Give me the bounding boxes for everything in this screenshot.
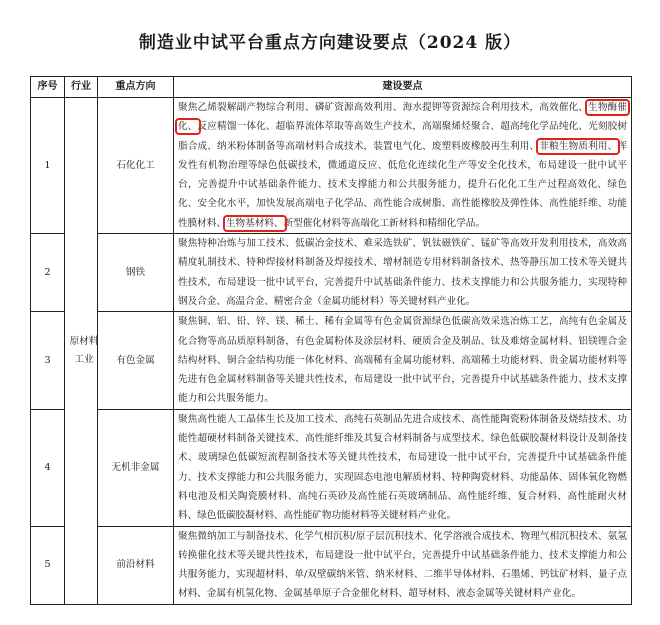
points-text: 聚焦乙烯裂解副产物综合利用、磷矿资源高效利用、海水提钾等资源综合利用技术，高效催化、 — [178, 102, 589, 113]
points-text: 新型催化材料等高端化工新材料和精细化学品。 — [283, 217, 485, 229]
points-text: 反应精馏一体化、超临界流体萃取等高效生产技术，高端聚烯烃聚合、超高纯化学品纯化、光刻胶树脂合成、纳米粉体制备等高端材料合成技术，装置电气化、废塑料废橡胶再生利用、 — [178, 121, 628, 152]
table-row — [31, 234, 632, 312]
table-header-row — [31, 77, 632, 98]
row-seq: 1 — [31, 98, 65, 234]
row-direction: 前沿材料 — [98, 526, 174, 604]
row-key-points — [174, 312, 632, 409]
points-text: 聚焦特种冶炼与加工技术、低碳冶金技术、难采选铁矿、钒钛磁铁矿、锰矿等高效开发利用技术，高效高精度轧制技术、特种焊接材料制备及焊接技术、增材制造专用材料制备技术、热等静压加工技术等关键共性技术，布局建设一批中试平台，完善提升中试基础条件能力、技术支撑能力和公共服务能力，实现特种钢及合金、高温合金、精密合金（金属功能材料）等关键材料产业化。 — [178, 238, 627, 307]
row-key-points — [174, 526, 632, 604]
highlighted-phrase: 生物基材料、 — [225, 217, 284, 229]
header-points: 建设要点 — [174, 77, 632, 98]
points-text: 挥发性有机物治理等绿色低碳技术，微通道反应、低危化连续化生产等安全化技术，布局建设一批中试平台，完善提升中试基础条件能力、技术支撑能力和公共服务能力，提升石化化工生产过程高效化、绿色化、安全化水平，加快发展高端电子化学品、高性能合成树脂、高性能橡胶及弹性体、高性能纤维、功能性膜材料、 — [178, 140, 628, 229]
table-row — [31, 409, 632, 526]
industry-group-cell — [65, 98, 98, 605]
page-title: 制造业中试平台重点方向建设要点（2024 版） — [138, 33, 522, 53]
row-seq: 3 — [31, 312, 65, 409]
row-direction: 有色金属 — [98, 312, 174, 409]
table-row — [31, 312, 632, 409]
highlighted-phrase: 非粮生物质利用、 — [539, 140, 618, 152]
row-seq: 5 — [31, 526, 65, 604]
row-seq: 4 — [31, 409, 65, 526]
points-text: 聚焦高性能人工晶体生长及加工技术、高纯石英制品先进合成技术、高性能陶瓷粉体制备及烧结技术、功能性超硬材料制备关键技术、高性能纤维及其复合材料制备与成型技术、绿色低碳胶凝材料设计及制备技术、玻璃绿色低碳短流程制备技术等关键共性技术，布局建设一批中试平台，完善提升中试基础条件能力、技术支撑能力和公共服务能力，实现固态电池电解质材料、特种陶瓷材料、功能晶体、固体氧化物燃料电池及相关陶瓷膜材料、高纯石英砂及高性能石英玻璃制品、高性能纤维、复合材料、高性能耐火材料、绿色低碳胶凝材料、高性能矿物功能材料等关键材料产业化。 — [178, 413, 627, 522]
row-key-points — [174, 98, 632, 234]
points-text: 聚焦铜、铝、铅、锌、镁、稀土、稀有金属等有色金属资源绿色低碳高效采选冶炼工艺，高纯有色金属及化合物等高品质原料制备，有色金属粉体及涂层材料、硬质合金及制品、钛及难熔金属材料、铝镁锂合金结构材料、铜合金结构功能一体化材料、高端稀有金属功能材料、高端稀土功能材料、贵金属功能材料等先进有色金属材料制备等关键共性技术，布局建设一批中试平台，完善提升中试基础条件能力、技术支撑能力和公共服务能力。 — [178, 316, 627, 405]
header-industry: 行业 — [65, 77, 98, 98]
points-text: 聚焦微纳加工与制备技术、化学气相沉积/原子层沉积技术、化学溶液合成技术、物理气相沉积技术、氨氢转换催化技术等关键共性技术，布局建设一批中试平台，完善提升中试基础条件能力、技术支撑能力和公共服务能力，实现超材料、单/双壁碳纳米管、纳米材料、二维半导体材料、石墨烯、钙钛矿材料、量子点材料、金属有机氢化物、金属基单原子合金催化材料、超导材料、液态金属等关键材料产业化。 — [178, 530, 627, 600]
row-direction: 石化化工 — [98, 98, 174, 234]
row-direction: 钢铁 — [98, 234, 174, 312]
table-row — [31, 526, 632, 604]
industry-group-label: 原材料工业 — [69, 335, 99, 365]
row-key-points — [174, 409, 632, 526]
header-seq: 序号 — [31, 77, 65, 98]
header-direction: 重点方向 — [98, 77, 174, 98]
key-points-table — [30, 76, 632, 605]
row-seq: 2 — [31, 234, 65, 312]
table-row — [31, 98, 632, 234]
row-direction: 无机非金属 — [98, 409, 174, 526]
highlighted-phrase: 生物酶催化、 — [178, 102, 628, 133]
row-key-points — [174, 234, 632, 312]
